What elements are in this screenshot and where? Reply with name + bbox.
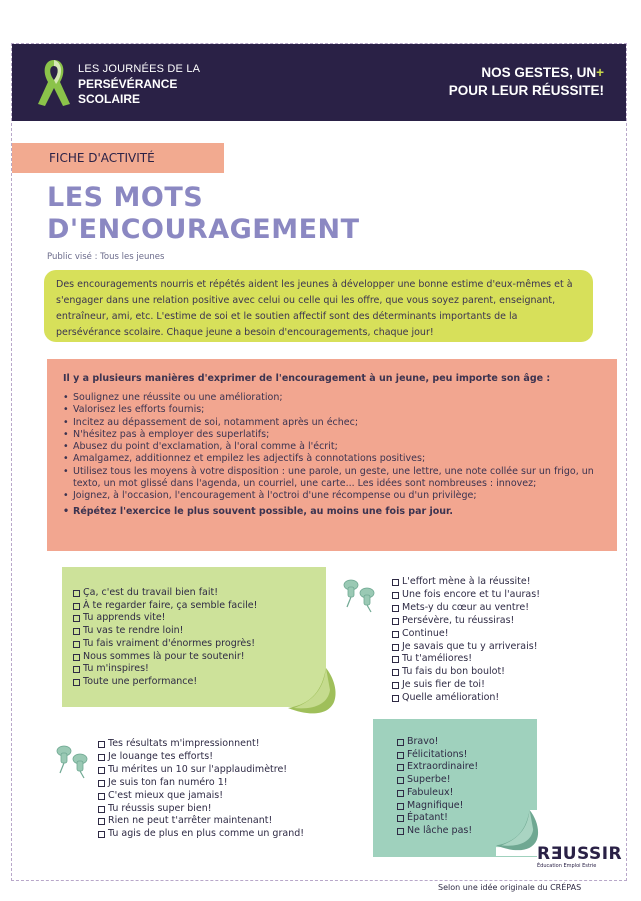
list-right <box>392 576 540 705</box>
logo-line-3: SCOLAIRE <box>78 92 141 106</box>
list-item: Extraordinaire! <box>397 761 537 774</box>
list-item: • Valorisez les efforts fournis; <box>63 404 601 416</box>
encouragement-list-right <box>392 576 540 705</box>
list-item: Superbe! <box>397 774 537 787</box>
ribbon-logo-icon <box>34 54 74 110</box>
list-item-emphasis: • Répétez l'exercice le plus souvent possible, au moins une fois par jour. <box>63 506 601 518</box>
list-item: Je savais que tu y arriverais! <box>392 641 540 654</box>
sticky-note-green <box>62 567 326 707</box>
list-item: Félicitations! <box>397 749 537 762</box>
list-item: Nous sommes là pour te soutenir! <box>73 651 326 664</box>
list-item: Toute une performance! <box>73 676 326 689</box>
encouragement-list-bottom <box>98 738 304 841</box>
list-item: Tu réussis super bien! <box>98 803 304 816</box>
list-item: • Soulignez une réussite ou une amélioration; <box>63 392 601 404</box>
page-curl-icon <box>496 808 542 858</box>
credit-text: Selon une idée originale du CRÉPAS <box>438 883 582 892</box>
list-bottom <box>98 738 304 841</box>
slogan-line-1: NOS GESTES, UN <box>481 65 597 80</box>
list-item: Continue! <box>392 628 540 641</box>
list-item: Bravo! <box>397 736 537 749</box>
list-item: Tu agis de plus en plus comme un grand! <box>98 828 304 841</box>
pushpin-icon <box>337 577 383 613</box>
list-item: Magnifique! <box>397 800 537 813</box>
tips-list <box>63 392 601 518</box>
audience-text: Public visé : Tous les jeunes <box>47 252 165 262</box>
list-item: Ça, c'est du travail bien fait! <box>73 587 326 600</box>
page-curl-icon <box>288 668 340 720</box>
list-item: Je suis ton fan numéro 1! <box>98 777 304 790</box>
logo-line-2: PERSÉVÉRANCE <box>78 77 178 91</box>
list-item: • Abusez du point d'exclamation, à l'oral comme à l'écrit; <box>63 441 601 453</box>
list-item: Quelle amélioration! <box>392 692 540 705</box>
list-item: Tu t'améliores! <box>392 653 540 666</box>
list-item: Tu mérites un 10 sur l'applaudimètre! <box>98 764 304 777</box>
list-item: Tes résultats m'impressionnent! <box>98 738 304 751</box>
page-title <box>47 182 360 246</box>
list-item: • Amalgamez, additionnez et empilez les adjectifs à connotations positives; <box>63 453 601 465</box>
header-banner <box>12 44 626 121</box>
reussir-subtitle: Éducation Emploi Estrie <box>537 863 597 869</box>
list-item: Épatant! <box>397 812 537 825</box>
list-item: Je louange tes efforts! <box>98 751 304 764</box>
slogan <box>449 64 604 100</box>
title-line-2: D'ENCOURAGEMENT <box>47 214 360 245</box>
list-item: À te regarder faire, ça semble facile! <box>73 600 326 613</box>
slogan-plus: + <box>596 65 604 80</box>
list-item: Tu m'inspires! <box>73 663 326 676</box>
list-item: Persévère, tu réussiras! <box>392 615 540 628</box>
slogan-line-2: POUR LEUR RÉUSSITE! <box>448 83 604 98</box>
tips-lead: Il y a plusieurs manières d'exprimer de l'encouragement à un jeune, peu importe son âge : <box>63 373 551 384</box>
list-item: Mets-y du cœur au ventre! <box>392 602 540 615</box>
list-item: • Utilisez tous les moyens à votre disposition : une parole, un geste, une lettre, une note collée sur un frigo, un texto, un mot glissé dans l'agenda, un courriel, une carte... Les idées sont nombreuses : innovez; <box>63 466 601 491</box>
list-item: Tu vas te rendre loin! <box>73 625 326 638</box>
list-item: • N'hésitez pas à employer des superlatifs; <box>63 429 601 441</box>
reussir-logo <box>537 844 622 869</box>
logo-text <box>78 62 200 107</box>
fiche-label: FICHE D'ACTIVITÉ <box>12 143 224 173</box>
list-item: Une fois encore et tu l'auras! <box>392 589 540 602</box>
title-line-1: LES MOTS <box>47 182 204 213</box>
tips-box <box>47 359 617 551</box>
logo-line-1: LES JOURNÉES DE LA <box>78 63 201 75</box>
list-item: C'est mieux que jamais! <box>98 790 304 803</box>
list-item: • Incitez au dépassement de soi, notamment après un échec; <box>63 417 601 429</box>
intro-paragraph: Des encouragements nourris et répétés aident les jeunes à développer une bonne estime d'eux-mêmes et à s'engager dans une relation positive avec celui ou celle qui les offre, que vous soyez parent, enseignant, entraîneur, ami, etc. L'estime de soi et le soutien affectif sont des déterminants importants de la persévérance scolaire. Chaque jeune a besoin d'encouragements, chaque jour! <box>44 270 593 342</box>
list-item: Ne lâche pas! <box>397 825 537 838</box>
list-item: Tu fais du bon boulot! <box>392 666 540 679</box>
list-item: Tu fais vraiment d'énormes progrès! <box>73 638 326 651</box>
list-item: Rien ne peut t'arrêter maintenant! <box>98 815 304 828</box>
list-item: Tu apprends vite! <box>73 612 326 625</box>
list-item: Fabuleux! <box>397 787 537 800</box>
pushpin-icon <box>50 743 96 779</box>
list-item: Je suis fier de toi! <box>392 679 540 692</box>
reussir-brand: RƎUSSIR <box>537 844 623 864</box>
list-item: L'effort mène à la réussite! <box>392 576 540 589</box>
list-item: • Joignez, à l'occasion, l'encouragement à l'octroi d'une récompense ou d'un privilège; <box>63 490 601 502</box>
